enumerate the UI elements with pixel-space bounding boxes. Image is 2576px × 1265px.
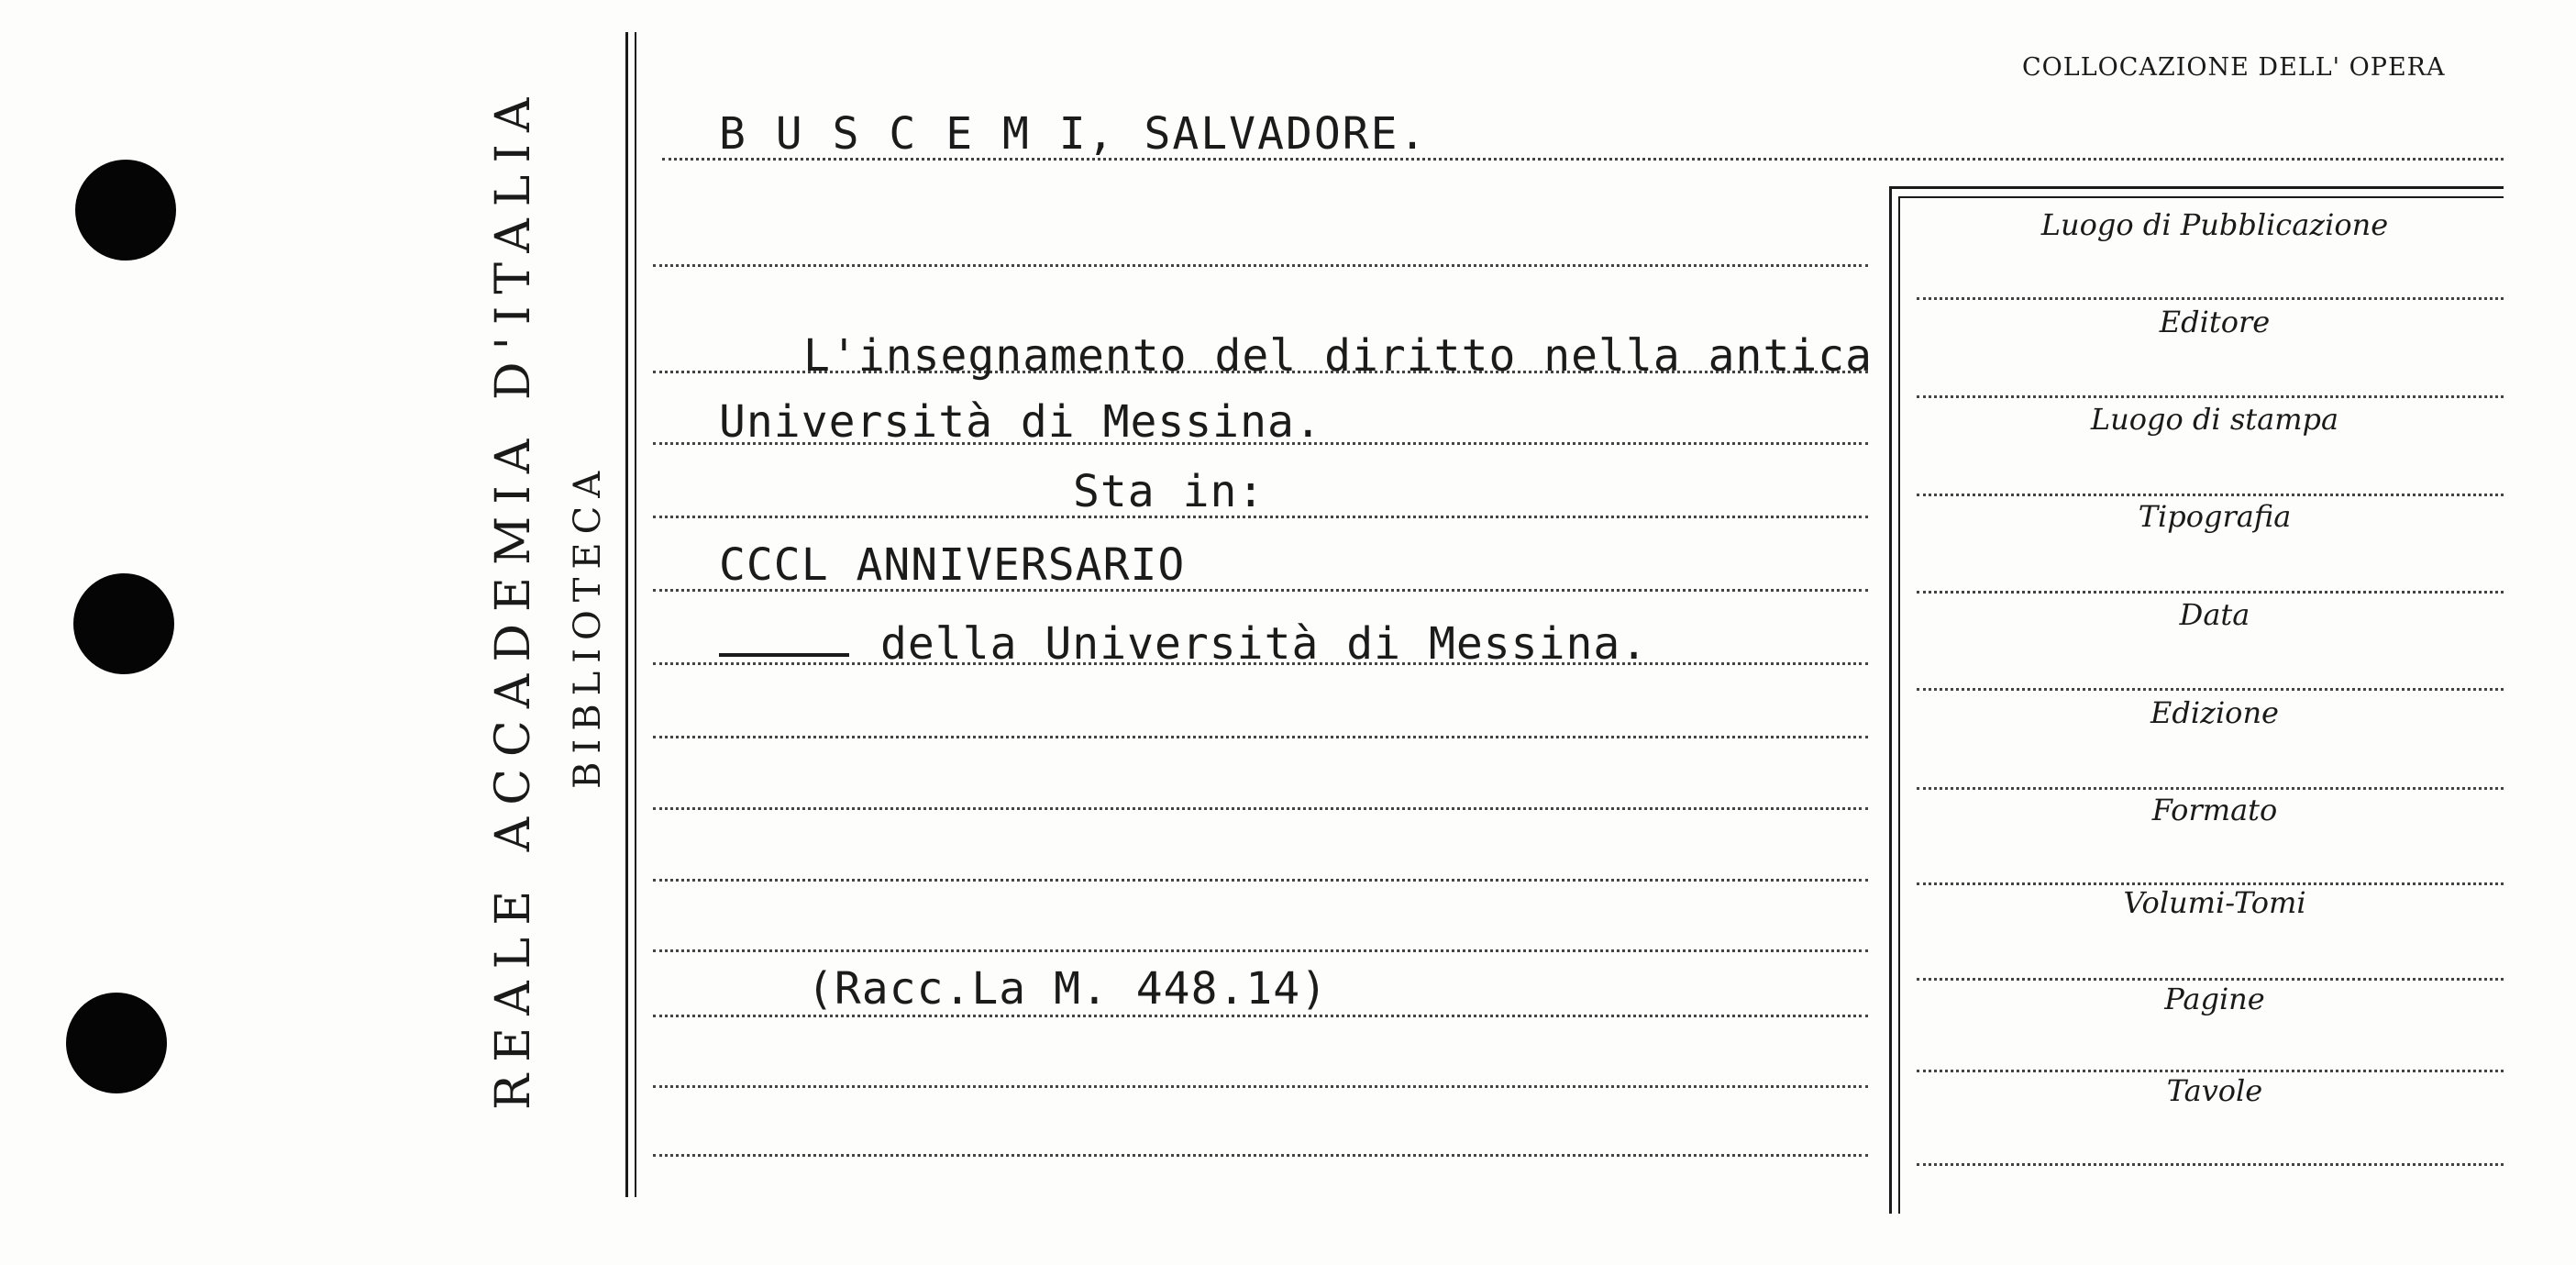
field-line <box>1917 395 2504 398</box>
ruled-line <box>653 1015 1868 1017</box>
ditto-dash <box>719 653 849 657</box>
field-line <box>1917 297 2504 300</box>
field-volumi-tomi: Volumi-Tomi <box>2123 885 2306 920</box>
ruled-line <box>653 736 1868 738</box>
source-title-line-2: della Università di Messina. <box>880 618 1649 670</box>
field-line <box>1917 1163 2504 1166</box>
left-divider-rule-inner <box>635 32 636 1197</box>
ruled-line <box>653 949 1868 952</box>
author-name: B U S C E M I, SALVADORE. <box>719 108 1428 160</box>
field-data: Data <box>2179 597 2250 632</box>
field-line <box>1917 688 2504 691</box>
collocation-header: COLLOCAZIONE DELL' OPERA <box>2022 53 2446 82</box>
ruled-line <box>653 1154 1868 1157</box>
left-divider-rule <box>625 32 628 1197</box>
field-luogo-pubblicazione: Luogo di Pubblicazione <box>2040 207 2389 242</box>
ruled-line <box>653 879 1868 882</box>
collocation-box-top-rule <box>1891 186 2504 189</box>
institution-title: REALE ACCADEMIA D'ITALIA <box>486 85 541 1110</box>
work-title-line-1: L'insegnamento del diritto nella antica <box>803 330 1874 382</box>
field-line <box>1917 787 2504 790</box>
right-divider-rule <box>1889 186 1892 1214</box>
punch-hole-bottom <box>66 993 167 1093</box>
field-luogo-stampa: Luogo di stampa <box>2090 402 2339 437</box>
field-line <box>1917 1070 2504 1072</box>
field-formato: Formato <box>2151 793 2278 827</box>
ruled-line <box>653 807 1868 810</box>
ruled-line <box>653 264 1868 267</box>
punch-hole-middle <box>73 573 174 674</box>
field-editore: Editore <box>2159 305 2271 339</box>
ruled-line <box>653 1085 1868 1088</box>
collocation-box-top-rule-inner <box>1898 196 2504 198</box>
contained-in-label: Sta in: <box>1073 466 1266 517</box>
field-line <box>1917 494 2504 496</box>
field-tipografia: Tipografia <box>2138 499 2292 534</box>
source-title-line-1: CCCL ANNIVERSARIO <box>719 539 1186 591</box>
field-line <box>1917 978 2504 981</box>
field-tavole: Tavole <box>2166 1073 2263 1108</box>
field-line <box>1917 591 2504 594</box>
work-title-line-2: Università di Messina. <box>719 396 1322 448</box>
library-label: BIBLIOTECA <box>567 462 609 789</box>
field-edizione: Edizione <box>2150 695 2279 730</box>
punch-hole-top <box>75 160 176 261</box>
shelfmark: (Racc.La M. 448.14) <box>807 963 1329 1015</box>
field-pagine: Pagine <box>2164 982 2265 1016</box>
